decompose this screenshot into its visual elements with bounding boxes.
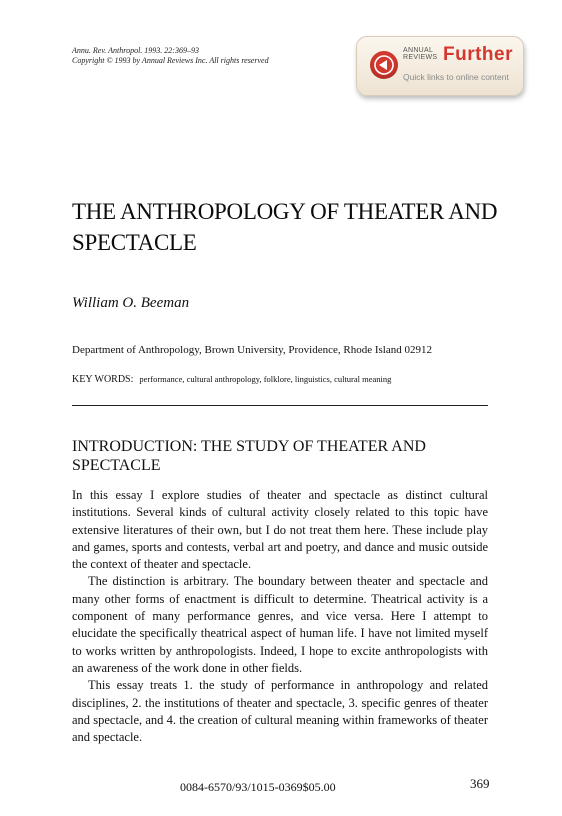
paragraph-2: The distinction is arbitrary. The boundary between theater and spectacle and many other forms of enactment is difficult to determine. Theatrical activity is a component of many performance genres, and vice versa. Here I attempt to elucidate the specifically theatrical aspect of human life. I have not limited myself to works written by anthropologists. Indeed, I hope to excite anthropologists with an awareness of the work done in other fields. — [72, 574, 488, 675]
publisher-line2: REVIEWS — [403, 54, 438, 61]
journal-citation: Annu. Rev. Anthropol. 1993. 22:369–93 — [72, 46, 199, 55]
author-name: William O. Beeman — [72, 295, 190, 311]
footer-code: 0084-6570/93/1015-0369$05.00 — [180, 780, 336, 794]
keywords-label: KEY WORDS: — [72, 374, 134, 385]
keywords-list: performance, cultural anthropology, folklore, linguistics, cultural meaning — [139, 374, 392, 384]
paragraph-1: In this essay I explore studies of theater and spectacle as distinct cultural institutions. Several kinds of cultural activity closely related to this topic have extensive literatures of their own, but I do not treat them here. These include play and games, sports and contests, verbal art and poetry, and dance and music outside the context of theater and spectacle. — [72, 488, 488, 572]
paragraph-3: This essay treats 1. the study of performance in anthropology and related disciplines, 2. the institutions of theater and spectacle, 3. specific genres of theater and spectacle, and 4. the creation of cultural meaning within frameworks of theater and spectacle. — [72, 678, 488, 745]
further-word: Further — [443, 44, 513, 65]
author-affiliation: Department of Anthropology, Brown University, Providence, Rhode Island 02912 — [72, 344, 432, 356]
section-heading: INTRODUCTION: THE STUDY OF THEATER AND SPECTACLE — [72, 438, 426, 474]
keywords — [72, 374, 391, 385]
journal-meta — [72, 46, 269, 66]
back-arrow-icon — [370, 51, 398, 79]
annual-reviews-label — [403, 47, 437, 61]
journal-copyright: Copyright © 1993 by Annual Reviews Inc. All rights reserved — [72, 56, 269, 65]
page-number: 369 — [470, 776, 490, 791]
introduction-body — [72, 487, 488, 746]
article-title: THE ANTHROPOLOGY OF THEATER AND SPECTACLE — [72, 199, 498, 255]
divider-rule — [72, 405, 488, 406]
publisher-line1: ANNUAL — [403, 47, 434, 54]
further-logo — [370, 51, 398, 79]
further-links-badge[interactable] — [356, 36, 524, 96]
further-tagline: Quick links to online content — [403, 72, 509, 82]
